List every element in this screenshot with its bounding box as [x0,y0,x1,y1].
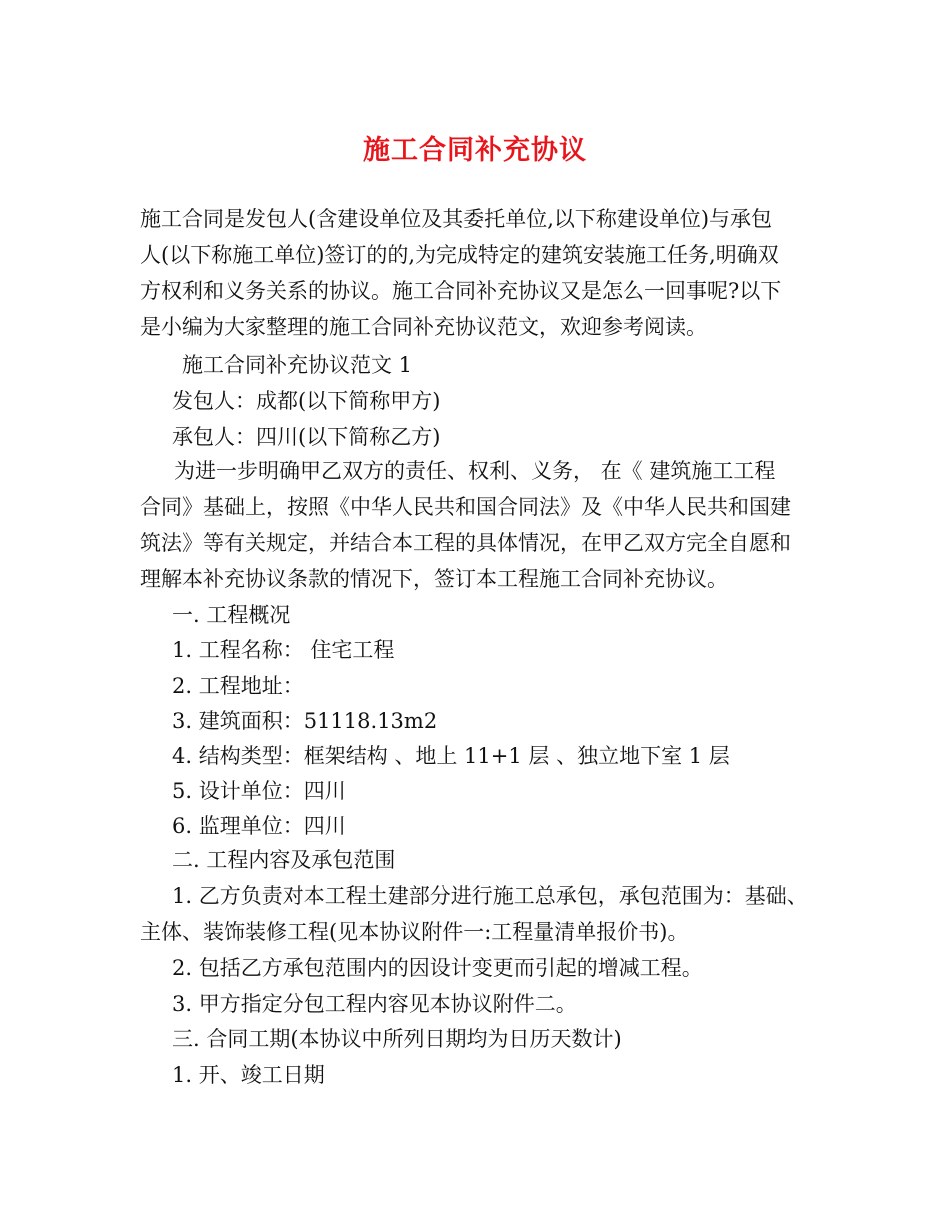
section-1-item-3: 3. 建筑面积：51118.13m2 [172,709,438,733]
section-2-item-3: 3. 甲方指定分包工程内容见本协议附件二。 [172,992,577,1016]
document-title: 施工合同补充协议 [363,135,587,166]
section-2-item-2: 2. 包括乙方承包范围内的因设计变更而引起的增减工程。 [172,956,703,980]
intro-line-1: 施工合同是发包人(含建设单位及其委托单位,以下称建设单位)与承包 [140,207,773,231]
section-2-item-1-line-2: 主体、装饰装修工程(见本协议附件一:工程量清单报价书)。 [140,920,689,944]
sample-heading: 施工合同补充协议范文 1 [182,353,413,377]
section-3-item-1: 1. 开、竣工日期 [172,1063,325,1087]
intro-line-4: 是小编为大家整理的施工合同补充协议范文，欢迎参考阅读。 [140,315,707,339]
preamble-line-1: 为进一步明确甲乙双方的责任、权利、义务， 在《 建筑施工工程 [174,459,776,483]
section-1-heading: 一. 工程概况 [172,603,291,627]
preamble-line-4: 理解本补充协议条款的情况下，签订本工程施工合同补充协议。 [140,567,728,591]
section-1-item-6: 6. 监理单位：四川 [172,814,346,838]
section-1-item-4: 4. 结构类型：框架结构 、地上 11+1 层 、独立地下室 1 层 [172,744,730,768]
section-1-item-5: 5. 设计单位：四川 [172,779,346,803]
section-2-item-1-line-1: 1. 乙方负责对本工程土建部分进行施工总承包，承包范围为：基础、 [172,884,808,908]
section-1-item-1: 1. 工程名称： 住宅工程 [172,638,395,662]
preamble-line-3: 筑法》等有关规定，并结合本工程的具体情况，在甲乙双方完全自愿和 [140,531,791,555]
intro-line-2: 人(以下称施工单位)签订的的,为完成特定的建筑安装施工任务,明确双 [140,243,779,267]
section-2-heading: 二. 工程内容及承包范围 [172,848,396,872]
section-1-item-2: 2. 工程地址： [172,674,304,698]
intro-line-3: 方权利和义务关系的协议。施工合同补充协议又是怎么一回事呢?以下 [140,279,782,303]
preamble-line-2: 合同》基础上，按照《中华人民共和国合同法》及《中华人民共和国建 [140,495,791,519]
party-b: 承包人：四川(以下简称乙方) [172,425,441,449]
party-a: 发包人：成都(以下简称甲方) [172,389,441,413]
section-3-heading: 三. 合同工期(本协议中所列日期均为日历天数计) [172,1027,622,1051]
